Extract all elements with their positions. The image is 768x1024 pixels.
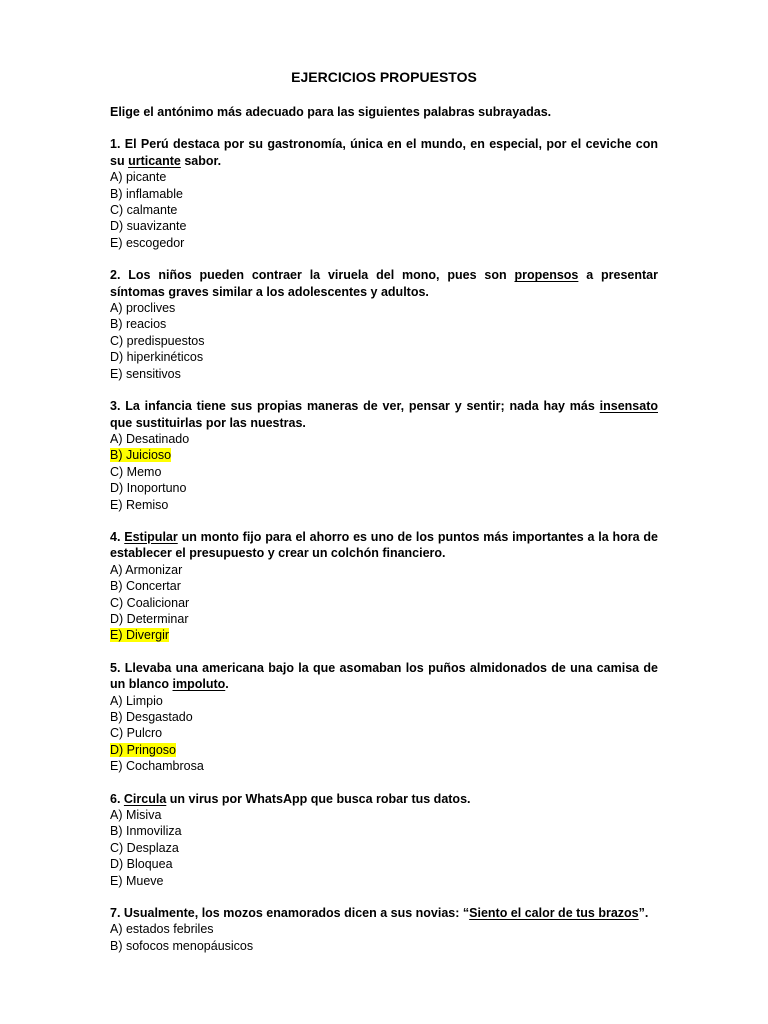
question-3	[110, 398, 658, 513]
answer-option	[110, 333, 658, 349]
option-text: C) Desplaza	[110, 840, 179, 855]
option-text: A) picante	[110, 170, 167, 185]
option-list	[110, 921, 658, 954]
question-prompt	[110, 398, 658, 431]
option-text: E) escogedor	[110, 235, 185, 250]
option-text: D) Determinar	[110, 611, 189, 626]
option-text: D) suavizante	[110, 219, 187, 234]
answer-option	[110, 856, 658, 872]
option-text: A) estados febriles	[110, 922, 214, 937]
answer-option	[110, 709, 658, 725]
option-text: A) Armonizar	[110, 562, 183, 577]
highlighted-answer: B) Juicioso	[110, 448, 172, 463]
option-list	[110, 807, 658, 889]
prompt-text: ”.	[638, 906, 649, 921]
underlined-word: insensato	[599, 399, 658, 414]
option-text: A) Desatinado	[110, 431, 190, 446]
answer-option	[110, 840, 658, 856]
question-list	[110, 136, 658, 954]
prompt-text: 1. El Perú destaca por su gastronomía, única en el mundo, en especial, por el ceviche con su	[110, 137, 658, 168]
answer-option	[110, 169, 658, 185]
prompt-text: 7. Usualmente, los mozos enamorados dicen a sus novias: “	[110, 906, 470, 921]
answer-option	[110, 366, 658, 382]
answer-option	[110, 316, 658, 332]
answer-option	[110, 921, 658, 937]
highlighted-answer: E) Divergir	[110, 628, 170, 643]
option-text: B) sofocos menopáusicos	[110, 938, 254, 953]
prompt-text: 5. Llevaba una americana bajo la que asomaban los puños almidonados de una camisa de un blanco	[110, 660, 658, 692]
highlighted-answer: D) Pringoso	[110, 742, 176, 757]
answer-option	[110, 693, 658, 709]
underlined-word: impoluto	[172, 677, 226, 692]
option-text: D) Bloquea	[110, 857, 173, 872]
option-list	[110, 693, 658, 775]
underlined-word: urticante	[128, 153, 181, 168]
option-text: E) Remiso	[110, 497, 169, 512]
answer-option	[110, 742, 658, 758]
answer-option	[110, 447, 658, 463]
option-text: D) Inoportuno	[110, 481, 187, 496]
option-list	[110, 562, 658, 644]
question-prompt	[110, 791, 658, 807]
question-prompt	[110, 267, 658, 300]
underlined-word: Siento el calor de tus brazos	[469, 906, 639, 921]
answer-option	[110, 431, 658, 447]
option-text: A) proclives	[110, 301, 176, 316]
option-list	[110, 169, 658, 251]
answer-option	[110, 578, 658, 594]
option-text: B) Concertar	[110, 579, 181, 594]
answer-option	[110, 562, 658, 578]
page-title: EJERCICIOS PROPUESTOS	[291, 69, 477, 85]
option-text: C) Coalicionar	[110, 595, 190, 610]
prompt-text: un monto fijo para el ahorro es uno de los puntos más importantes a la hora de establecer el presupuesto y crear un colchón financiero.	[110, 529, 658, 561]
option-text: C) calmante	[110, 203, 178, 218]
question-7	[110, 905, 658, 954]
underlined-word: propensos	[514, 268, 579, 283]
prompt-text: 2. Los niños pueden contraer la viruela del mono, pues son	[110, 268, 515, 283]
question-prompt	[110, 529, 658, 562]
option-list	[110, 431, 658, 513]
option-text: B) Inmoviliza	[110, 824, 182, 839]
question-1	[110, 136, 658, 251]
answer-option	[110, 938, 658, 954]
option-text: D) hiperkinéticos	[110, 350, 204, 365]
option-text: B) Desgastado	[110, 710, 193, 724]
question-5	[110, 660, 658, 775]
prompt-text: 3. La infancia tiene sus propias maneras de ver, pensar y sentir; nada hay más	[110, 399, 600, 414]
prompt-text: que sustituirlas por las nuestras.	[110, 415, 306, 430]
question-prompt	[110, 905, 658, 921]
answer-option	[110, 480, 658, 496]
prompt-text: sabor.	[180, 153, 222, 168]
answer-option	[110, 349, 658, 365]
prompt-text: un virus por WhatsApp que busca robar tus datos.	[166, 791, 471, 806]
answer-option	[110, 300, 658, 316]
answer-option	[110, 627, 658, 643]
question-prompt	[110, 136, 658, 169]
answer-option	[110, 186, 658, 202]
underlined-word: Estipular	[124, 529, 178, 544]
prompt-text: 6.	[110, 791, 124, 806]
answer-option	[110, 464, 658, 480]
answer-option	[110, 758, 658, 774]
answer-option	[110, 873, 658, 889]
option-text: E) sensitivos	[110, 366, 181, 381]
option-text: C) Memo	[110, 464, 162, 479]
option-text: C) predispuestos	[110, 333, 205, 348]
answer-option	[110, 497, 658, 513]
instructions: Elige el antónimo más adecuado para las siguientes palabras subrayadas.	[110, 105, 552, 119]
answer-option	[110, 218, 658, 234]
answer-option	[110, 235, 658, 251]
option-list	[110, 300, 658, 382]
option-text: B) reacios	[110, 317, 167, 332]
prompt-text: .	[225, 677, 229, 692]
question-prompt	[110, 660, 658, 693]
option-text: E) Mueve	[110, 873, 164, 888]
prompt-text: a presentar síntomas graves similar a los adolescentes y adultos.	[110, 268, 658, 299]
answer-option	[110, 725, 658, 741]
answer-option	[110, 807, 658, 823]
answer-option	[110, 611, 658, 627]
option-text: C) Pulcro	[110, 726, 163, 741]
question-2	[110, 267, 658, 382]
question-6	[110, 791, 658, 889]
answer-option	[110, 202, 658, 218]
option-text: B) inflamable	[110, 186, 183, 201]
question-4	[110, 529, 658, 644]
underlined-word: Circula	[123, 791, 167, 806]
answer-option	[110, 595, 658, 611]
option-text: E) Cochambrosa	[110, 759, 204, 774]
answer-option	[110, 823, 658, 839]
option-text: A) Misiva	[110, 808, 162, 823]
option-text: A) Limpio	[110, 693, 163, 708]
prompt-text: 4.	[110, 529, 125, 544]
